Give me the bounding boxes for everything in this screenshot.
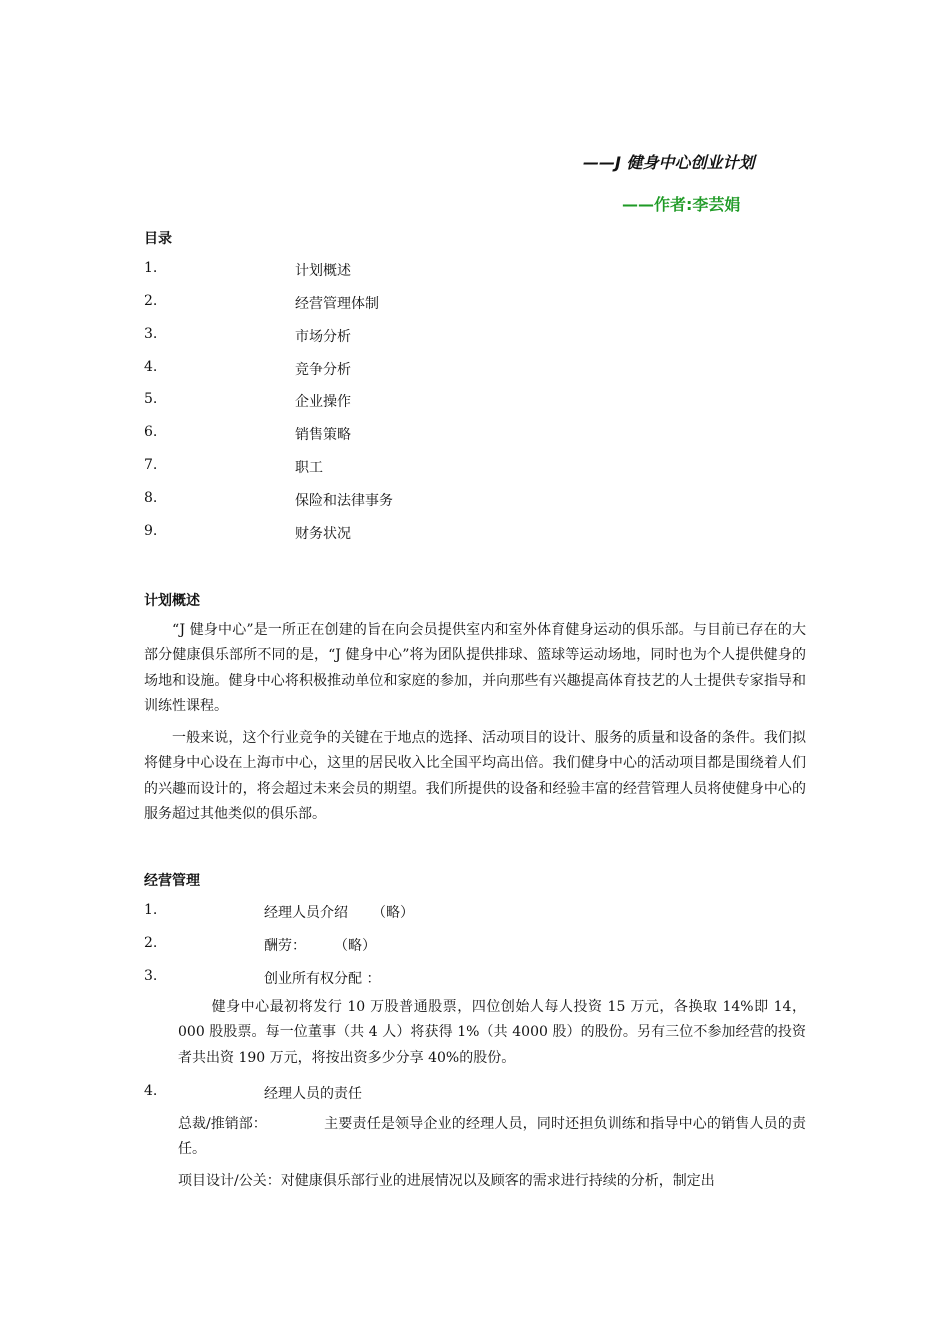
toc-item [144,359,644,381]
management-heading: 经营管理 [144,873,200,889]
toc-item [144,326,644,348]
toc-item-label: 企业操作 [295,394,351,410]
toc-item [144,293,644,315]
overview-paragraph-2: 一般来说，这个行业竞争的关键在于地点的选择、活动项目的设计、服务的质量和设备的条件。我们拟将健身中心设在上海市中心，这里的居民收入比全国平均高出倍。我们健身中心的活动项目都是围绕着人们的兴趣而设计的，将会超过未来会员的期望。我们所提供的设备和经验丰富的经营管理人员将使健身中心的服务超过其他类似的俱乐部。 [144,730,806,822]
toc-item-number: 4. [144,359,158,375]
overview-heading: 计划概述 [144,593,200,609]
toc-item-label: 经营管理体制 [295,296,379,312]
toc-item-number: 3. [144,326,158,342]
toc-item-number: 7. [144,457,158,473]
management-item-note: （略） [372,905,414,921]
management-item-label: 经理人员的责任 [264,1086,362,1102]
management-item-number: 1. [144,902,158,918]
ownership-paragraph: 健身中心最初将发行 10 万股普通股票，四位创始人每人投资 15 万元，各换取 14%即 14，000 股股票。每一位董事（共 4 人）将获得 1%（共 4000 股）的股份。另有三位不参加经营的投资者共出资 190 万元，将按出资多少分享 40%的股份。 [178,999,806,1066]
management-item-number: 4. [144,1083,158,1099]
document-author: ——作者:李芸娟 [622,195,741,214]
overview-paragraph-1: “J 健身中心”是一所正在创建的旨在向会员提供室内和室外体育健身运动的俱乐部。与目前已存在的大部分健康俱乐部所不同的是，“J 健身中心”将为团队提供排球、篮球等运动场地，同时也为个人提供健身的场地和设施。健身中心将积极推动单位和家庭的参加，并向那些有兴趣提高体育技艺的人士提供专家指导和训练性课程。 [144,622,806,714]
management-item [144,902,744,924]
toc-item-number: 1. [144,260,158,276]
role-title: 总裁/推销部： [178,1116,267,1132]
role-title: 项目设计/公关： [178,1173,281,1189]
management-item-label: 创业所有权分配 ： [264,971,381,987]
role-description: 对健康俱乐部行业的进展情况以及顾客的需求进行持续的分析，制定出 [280,1173,715,1189]
toc-item-number: 5. [144,391,158,407]
role-paragraph [178,1169,806,1194]
toc-item [144,424,644,446]
toc-item-label: 职工 [295,460,323,476]
management-item [144,1083,744,1105]
management-item [144,935,744,957]
toc-item-number: 8. [144,490,158,506]
toc-item-number: 2. [144,293,158,309]
toc-item-label: 财务状况 [295,526,351,542]
toc-item-label: 保险和法律事务 [295,493,393,509]
role-paragraph [178,1112,806,1163]
toc-item-label: 销售策略 [295,427,351,443]
management-item-number: 3. [144,968,158,984]
toc-item [144,490,644,512]
management-item-note: （略） [334,938,376,954]
management-item [144,968,744,990]
management-item-label: 经理人员介绍 [264,905,348,921]
toc-item [144,391,644,413]
toc-item-number: 6. [144,424,158,440]
toc-item-label: 竞争分析 [295,362,351,378]
toc-item [144,457,644,479]
toc-item [144,260,644,282]
toc-item-label: 市场分析 [295,329,351,345]
document-title: ——J 健身中心创业计划 [583,153,755,172]
toc-item [144,523,644,545]
toc-heading: 目录 [144,231,172,247]
role-description: 主要责任是领导企业的经理人员，同时还担负训练和指导中心的销售人员的责任。 [178,1116,806,1158]
toc-item-label: 计划概述 [295,263,351,279]
management-item-label: 酬劳： [264,938,306,954]
management-item-number: 2. [144,935,158,951]
toc-item-number: 9. [144,523,158,539]
